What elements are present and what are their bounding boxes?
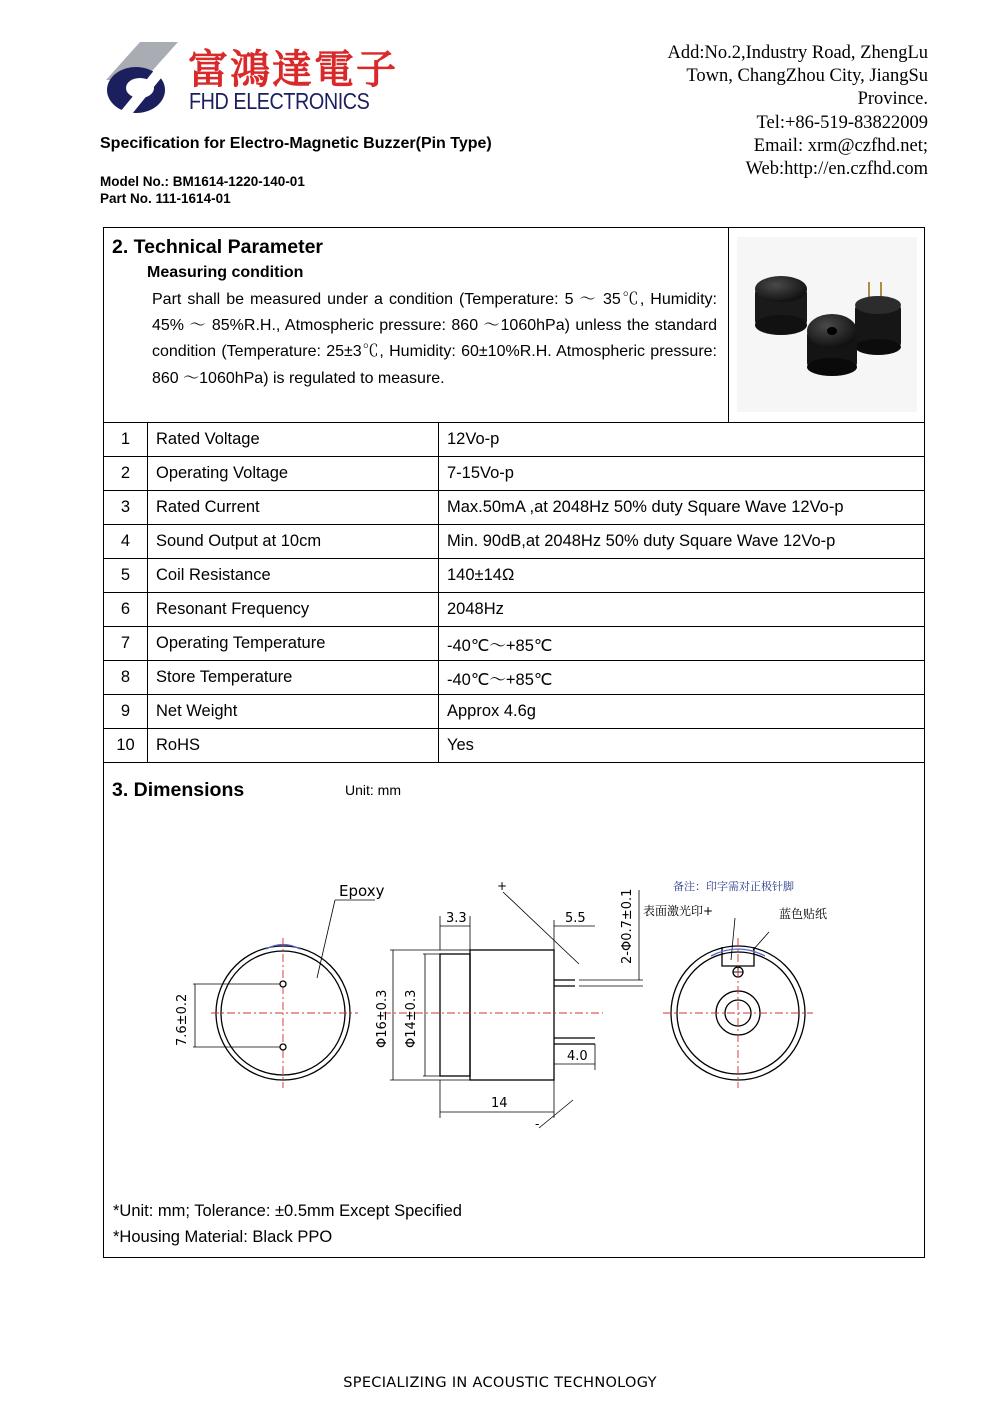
company-address — [608, 42, 928, 181]
phone-line: Tel:+86-519-83822009 — [756, 112, 928, 133]
product-photo — [728, 227, 925, 422]
row-number: 8 — [104, 661, 148, 695]
dim-14: Φ14±0.3 — [404, 989, 419, 1048]
model-number: Model No.: BM1614-1220-140-01 — [100, 174, 305, 189]
table-row — [104, 695, 925, 729]
table-row — [104, 423, 925, 457]
laser-mark-cn: 表面激光印+ — [643, 904, 714, 918]
note-cn: 备注：印字需对正极针脚 — [673, 880, 794, 893]
dim-epoxy: Epoxy — [339, 882, 385, 900]
parameter-value: -40℃～+85℃ — [439, 627, 925, 661]
parameter-name: Rated Voltage — [148, 423, 439, 457]
row-number: 2 — [104, 457, 148, 491]
row-number: 5 — [104, 559, 148, 593]
sticker-cn: 蓝色贴纸 — [779, 907, 828, 921]
company-name-cn: 富鴻達電子 — [188, 47, 398, 93]
buzzer-product-photo-icon — [729, 227, 925, 422]
dim-16: Φ16±0.3 — [375, 989, 390, 1048]
table-row — [104, 559, 925, 593]
row-number: 6 — [104, 593, 148, 627]
row-number: 9 — [104, 695, 148, 729]
parameter-value: 2048Hz — [439, 593, 925, 627]
parameter-value: Min. 90dB,at 2048Hz 50% duty Square Wave 12Vo-p — [439, 525, 925, 559]
parameter-value: Yes — [439, 729, 925, 763]
dim-pin: 2-Φ0.7±0.1 — [620, 888, 635, 964]
parameter-name: Rated Current — [148, 491, 439, 525]
row-number: 1 — [104, 423, 148, 457]
dim-5-5: 5.5 — [565, 911, 586, 926]
parameter-name: Resonant Frequency — [148, 593, 439, 627]
dim-7-6: 7.6±0.2 — [175, 993, 190, 1046]
footer-slogan: SPECIALIZING IN ACOUSTIC TECHNOLOGY — [343, 1375, 657, 1391]
dim-14-len: 14 — [491, 1096, 508, 1111]
parameter-value: 12Vo-p — [439, 423, 925, 457]
plus-mark: + — [497, 879, 508, 893]
parameter-value: Approx 4.6g — [439, 695, 925, 729]
table-row — [104, 525, 925, 559]
parameter-value: -40℃～+85℃ — [439, 661, 925, 695]
table-row — [104, 729, 925, 763]
company-logo-icon — [100, 40, 178, 116]
material-note: *Housing Material: Black PPO — [113, 1228, 333, 1246]
tolerance-note: *Unit: mm; Tolerance: ±0.5mm Except Specified — [113, 1202, 462, 1220]
row-number: 3 — [104, 491, 148, 525]
table-row — [104, 593, 925, 627]
parameter-table — [103, 422, 925, 763]
address-line: Town, ChangZhou City, JiangSu — [686, 66, 928, 87]
row-number: 7 — [104, 627, 148, 661]
model-info — [100, 174, 305, 207]
parameter-name: Sound Output at 10cm — [148, 525, 439, 559]
table-row — [104, 457, 925, 491]
web-line: Web:http://en.czfhd.com — [745, 159, 928, 180]
table-row — [104, 661, 925, 695]
company-name-en: FHD ELECTRONICS — [189, 88, 370, 114]
parameter-name: Coil Resistance — [148, 559, 439, 593]
parameter-value: 140±14Ω — [439, 559, 925, 593]
table-row — [104, 491, 925, 525]
dimensions-unit: Unit: mm — [345, 782, 401, 798]
parameter-name: Net Weight — [148, 695, 439, 729]
parameter-value: Max.50mA ,at 2048Hz 50% duty Square Wave 12Vo-p — [439, 491, 925, 525]
row-number: 10 — [104, 729, 148, 763]
measuring-condition-text: Part shall be measured under a condition (Temperature: 5 ～ 35℃, Humidity: 45% ～ 85%R.H., Atmospheric pressure: 860 ～1060hPa) unless the standard condition (Temperature: 25±3℃, Humidity: 60±10%R.H. Atmospheric pressure: 860 ～1060hPa) is regulated to measure. — [152, 291, 717, 387]
parameter-name: Operating Temperature — [148, 627, 439, 661]
part-number: Part No. 111-1614-01 — [100, 190, 231, 206]
dimension-drawing — [103, 860, 925, 1140]
technical-heading: 2. Technical Parameter — [112, 236, 323, 258]
parameter-value: 7-15Vo-p — [439, 457, 925, 491]
dimensions-heading: 3. Dimensions — [112, 779, 245, 801]
address-line: Add:No.2,Industry Road, ZhengLu — [667, 43, 928, 63]
row-number: 4 — [104, 525, 148, 559]
address-line: Province. — [857, 89, 928, 110]
measuring-condition-heading: Measuring condition — [147, 264, 304, 281]
email-line: Email: xrm@czfhd.net; — [753, 135, 928, 156]
dim-4-0: 4.0 — [567, 1049, 588, 1064]
table-row — [104, 627, 925, 661]
parameter-name: Store Temperature — [148, 661, 439, 695]
document-title: Specification for Electro-Magnetic Buzzer(Pin Type) — [100, 135, 492, 152]
dim-3-3: 3.3 — [446, 911, 467, 926]
minus-mark: - — [535, 1117, 540, 1131]
parameter-name: Operating Voltage — [148, 457, 439, 491]
parameter-name: RoHS — [148, 729, 439, 763]
